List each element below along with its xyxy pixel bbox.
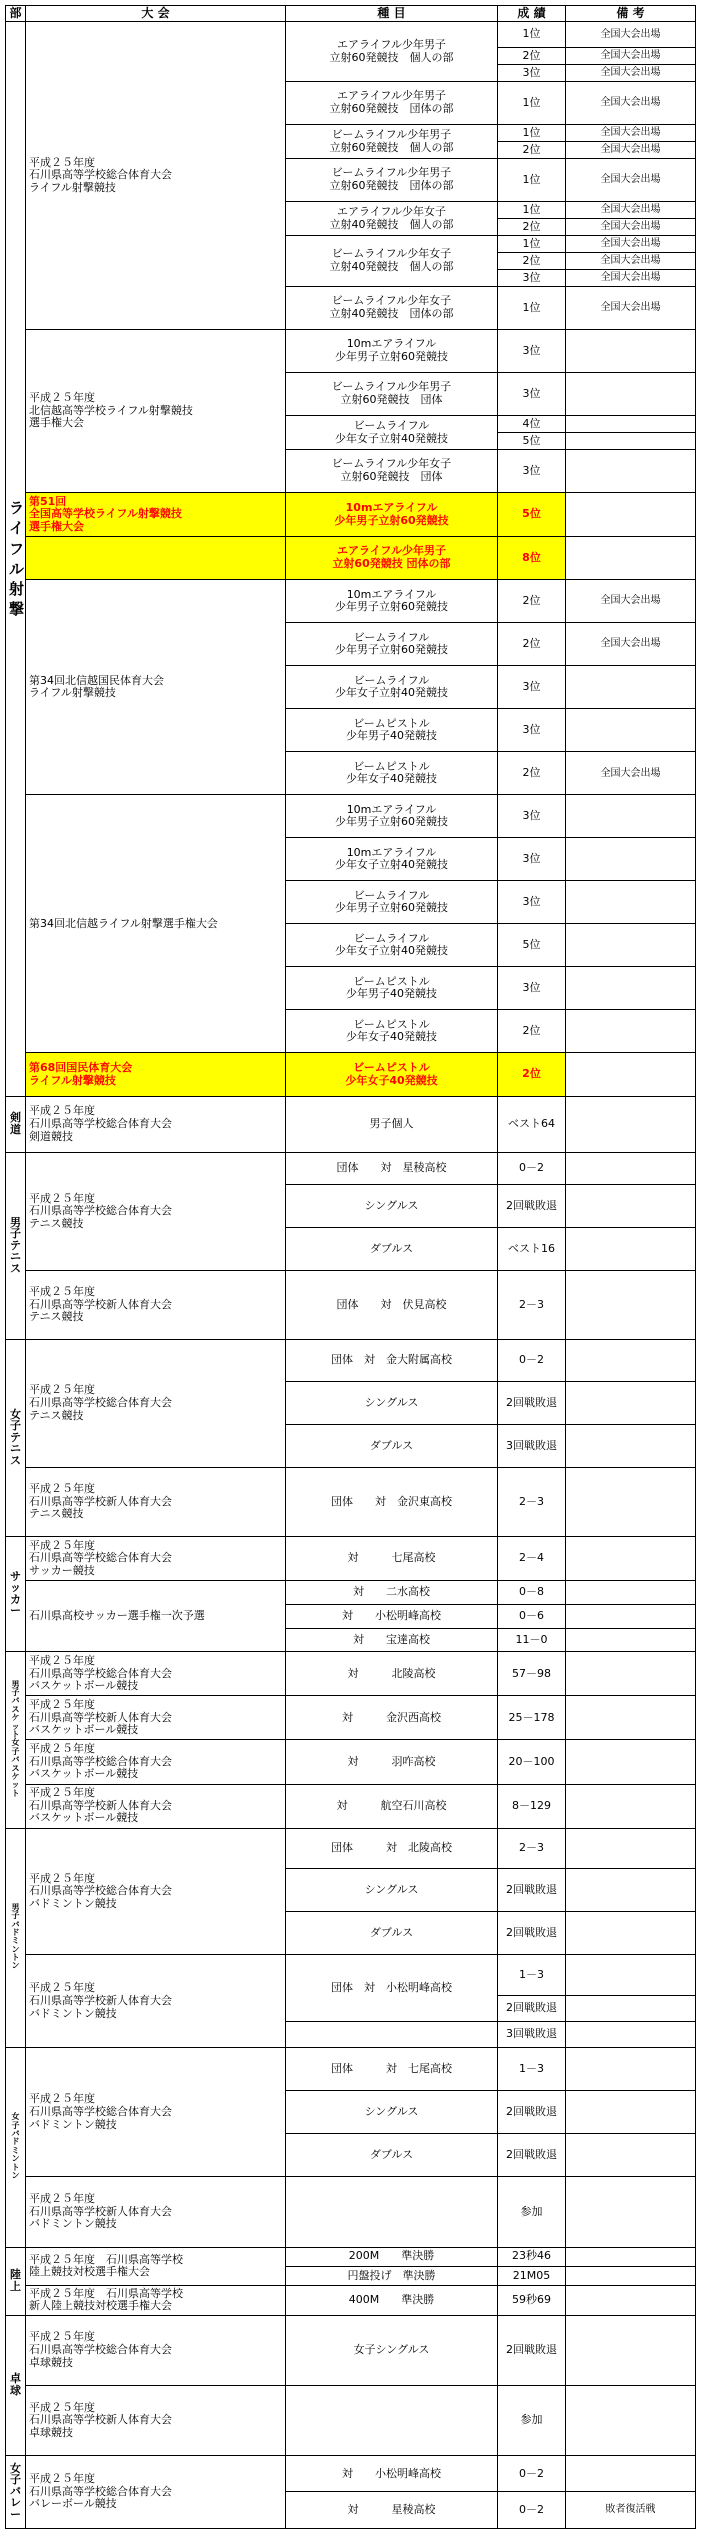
event-item: エアライフル少年男子 立射60発競技 団体の部 — [286, 82, 498, 125]
event-item: 男子個人 — [286, 1096, 498, 1153]
note-text — [566, 2266, 696, 2285]
note-text — [566, 416, 696, 433]
note-text — [566, 1153, 696, 1185]
event-item: 対 金沢西高校 — [286, 1696, 498, 1740]
note-text — [566, 1537, 696, 1581]
note-text — [566, 2022, 696, 2048]
result-value: 25－178 — [498, 1696, 566, 1740]
club-label: サ ッ カ ー — [10, 1569, 21, 1618]
table-row — [6, 1696, 696, 1740]
result-value: 2位 — [498, 1010, 566, 1053]
club-label: 男 子 バ ド ミ ン ト ン — [11, 1902, 20, 1971]
table-row — [6, 795, 696, 838]
result-value: 1位 — [498, 159, 566, 202]
event-name: 平成２５年度 石川県高等学校総合体育大会 サッカー競技 — [26, 1537, 286, 1581]
note-text — [566, 1869, 696, 1912]
event-item: 女子シングルス — [286, 2315, 498, 2385]
header-note: 備 考 — [566, 6, 696, 22]
event-item: エアライフル少年女子 立射40発競技 個人の部 — [286, 202, 498, 236]
result-value: 3位 — [498, 269, 566, 286]
result-value: 1－3 — [498, 2048, 566, 2091]
club-label: 女 子 バ ド ミ ン ト ン — [11, 2112, 20, 2180]
event-item: ダブルス — [286, 1227, 498, 1270]
note-text — [566, 1652, 696, 1696]
result-value: 2位 — [498, 48, 566, 65]
event-item: 団体 対 北陵高校 — [286, 1828, 498, 1869]
note-text: 敗者復活戦 — [566, 2492, 696, 2529]
note-text — [566, 373, 696, 416]
note-text — [566, 2386, 696, 2456]
results-sheet — [5, 5, 695, 2529]
result-value: 1位 — [498, 125, 566, 142]
club-label: 男 子 テ ニ ス — [10, 1215, 21, 1275]
note-text — [566, 1227, 696, 1270]
note-text — [566, 493, 696, 537]
result-value: 11－0 — [498, 1628, 566, 1652]
header-club: 部 — [6, 6, 26, 22]
note-text — [566, 2456, 696, 2492]
event-name: 平成２５年度 石川県高等学校総合体育大会 剣道競技 — [26, 1096, 286, 1153]
event-item — [286, 2386, 498, 2456]
results-table — [5, 5, 696, 2529]
table-row — [6, 2315, 696, 2385]
event-name: 平成２５年度 石川県高等学校総合体育大会 テニス競技 — [26, 1339, 286, 1467]
note-text — [566, 2177, 696, 2247]
club-label: 卓 球 — [10, 2372, 21, 2397]
event-item: エアライフル少年男子 立射60発競技 団体の部 — [286, 537, 498, 580]
result-value: 2位 — [498, 219, 566, 236]
note-text — [566, 1184, 696, 1227]
event-item: ビームピストル 少年男子40発競技 — [286, 709, 498, 752]
event-item — [286, 2022, 498, 2048]
table-row — [6, 2177, 696, 2247]
note-text — [566, 2247, 696, 2266]
note-text — [566, 1096, 696, 1153]
result-value: 0－8 — [498, 1581, 566, 1605]
event-item: 10mエアライフル 少年男子立射60発競技 — [286, 329, 498, 372]
note-text — [566, 1581, 696, 1605]
note-text: 全国大会出場 — [566, 580, 696, 623]
event-item: ダブルス — [286, 1424, 498, 1467]
event-item: ビームライフル 少年男子立射60発競技 — [286, 623, 498, 666]
result-value: 3位 — [498, 65, 566, 82]
result-value: 2位 — [498, 1053, 566, 1096]
table-row — [6, 1652, 696, 1696]
event-name: 第34回北信越国民体育大会 ライフル射撃競技 — [26, 580, 286, 795]
result-value: ベスト64 — [498, 1096, 566, 1153]
result-value: 3位 — [498, 329, 566, 372]
event-name: 平成２５年度 石川県高等学校新人体育大会 テニス競技 — [26, 1467, 286, 1536]
table-row — [6, 22, 696, 48]
note-text — [566, 1628, 696, 1652]
note-text: 全国大会出場 — [566, 623, 696, 666]
result-value: ベスト16 — [498, 1227, 566, 1270]
event-name: 平成２５年度 石川県高等学校総合体育大会 テニス競技 — [26, 1153, 286, 1271]
event-name: 平成２５年度 北信越高等学校ライフル射撃競技 選手権大会 — [26, 329, 286, 492]
result-value: 2位 — [498, 580, 566, 623]
table-row — [6, 2386, 696, 2456]
event-item: ダブルス — [286, 2134, 498, 2177]
event-item: ビームライフル少年女子 立射40発競技 個人の部 — [286, 236, 498, 287]
event-name: 平成２５年度 石川県高等学校総合体育大会 ライフル射撃競技 — [26, 22, 286, 330]
result-value: 1位 — [498, 202, 566, 219]
result-value: 2－3 — [498, 1828, 566, 1869]
result-value: 59秒69 — [498, 2286, 566, 2316]
event-name: 平成２５年度 石川県高等学校新人体育大会 バスケットボール競技 — [26, 1784, 286, 1828]
event-item: ダブルス — [286, 1912, 498, 1955]
note-text — [566, 1010, 696, 1053]
event-item: 対 宝達高校 — [286, 1628, 498, 1652]
note-text — [566, 329, 696, 372]
note-text — [566, 433, 696, 450]
result-value: 参加 — [498, 2177, 566, 2247]
result-value: 2回戦敗退 — [498, 1912, 566, 1955]
note-text: 全国大会出場 — [566, 202, 696, 219]
event-name: 第34回北信越ライフル射撃選手権大会 — [26, 795, 286, 1053]
note-text: 全国大会出場 — [566, 252, 696, 269]
note-text: 全国大会出場 — [566, 286, 696, 329]
note-text: 全国大会出場 — [566, 752, 696, 795]
result-value: 1位 — [498, 82, 566, 125]
note-text — [566, 1381, 696, 1424]
result-value: 3位 — [498, 795, 566, 838]
note-text — [566, 1053, 696, 1096]
club-label: 女 子 バ レ ー — [10, 2461, 21, 2521]
club-label: 剣 道 — [10, 1111, 21, 1136]
table-row — [6, 1339, 696, 1381]
note-text: 全国大会出場 — [566, 125, 696, 142]
result-value: 参加 — [498, 2386, 566, 2456]
club-cell — [6, 1537, 26, 1652]
note-text: 全国大会出場 — [566, 159, 696, 202]
result-value: 23秒46 — [498, 2247, 566, 2266]
result-value: 8－129 — [498, 1784, 566, 1828]
table-row — [6, 493, 696, 537]
table-row — [6, 1581, 696, 1605]
note-text — [566, 537, 696, 580]
event-item: 団体 対 金沢東高校 — [286, 1467, 498, 1536]
result-value: 57－98 — [498, 1652, 566, 1696]
event-item: 対 小松明峰高校 — [286, 2456, 498, 2492]
event-item: 400M 準決勝 — [286, 2286, 498, 2316]
result-value: 3位 — [498, 838, 566, 881]
event-name: 石川県高校サッカー選手権一次予選 — [26, 1581, 286, 1652]
club-label: 女 子 テ ニ ス — [10, 1407, 21, 1467]
event-item: ビームピストル 少年女子40発競技 — [286, 1053, 498, 1096]
table-row — [6, 537, 696, 580]
result-value: 5位 — [498, 924, 566, 967]
header-row — [6, 6, 696, 22]
club-label: 陸 上 — [10, 2268, 21, 2293]
event-item: 対 星稜高校 — [286, 2492, 498, 2529]
club-cell — [6, 22, 26, 1097]
result-value: 1－3 — [498, 1955, 566, 1996]
result-value: 2回戦敗退 — [498, 1184, 566, 1227]
result-value: 3位 — [498, 709, 566, 752]
club-cell — [6, 2048, 26, 2247]
event-name — [26, 537, 286, 580]
event-name: 平成２５年度 石川県高等学校 新人陸上競技対校選手権大会 — [26, 2286, 286, 2316]
result-value: 2－3 — [498, 1467, 566, 1536]
event-name: 平成２５年度 石川県高等学校総合体育大会 バレーボール競技 — [26, 2456, 286, 2529]
event-item: 対 羽咋高校 — [286, 1740, 498, 1784]
table-row — [6, 1955, 696, 1996]
event-name: 平成２５年度 石川県高等学校総合体育大会 バスケットボール競技 — [26, 1740, 286, 1784]
event-name: 平成２５年度 石川県高等学校 陸上競技対校選手権大会 — [26, 2247, 286, 2286]
note-text: 全国大会出場 — [566, 82, 696, 125]
event-name: 平成２５年度 石川県高等学校新人体育大会 テニス競技 — [26, 1270, 286, 1339]
result-value: 1位 — [498, 236, 566, 253]
note-text: 全国大会出場 — [566, 142, 696, 159]
result-value: 3位 — [498, 666, 566, 709]
table-row — [6, 580, 696, 623]
result-value: 0－2 — [498, 1153, 566, 1185]
result-value: 0－6 — [498, 1604, 566, 1628]
event-item: シングルス — [286, 1381, 498, 1424]
result-value: 1位 — [498, 22, 566, 48]
club-cell — [6, 2247, 26, 2315]
result-value: 2位 — [498, 252, 566, 269]
result-value: 2回戦敗退 — [498, 2091, 566, 2134]
event-item: シングルス — [286, 2091, 498, 2134]
header-event: 大 会 — [26, 6, 286, 22]
result-value: 3位 — [498, 967, 566, 1010]
result-value: 3位 — [498, 881, 566, 924]
result-value: 1位 — [498, 286, 566, 329]
event-item: ビームライフル少年女子 立射60発競技 団体 — [286, 450, 498, 493]
event-item: 対 七尾高校 — [286, 1537, 498, 1581]
result-value: 5位 — [498, 433, 566, 450]
event-item: 団体 対 金大附属高校 — [286, 1339, 498, 1381]
result-value: 2回戦敗退 — [498, 1869, 566, 1912]
note-text: 全国大会出場 — [566, 236, 696, 253]
result-value: 3回戦敗退 — [498, 1424, 566, 1467]
result-value: 21M05 — [498, 2266, 566, 2285]
event-name: 平成２５年度 石川県高等学校新人体育大会 バスケットボール競技 — [26, 1696, 286, 1740]
result-value: 2位 — [498, 142, 566, 159]
event-item: 円盤投げ 準決勝 — [286, 2266, 498, 2285]
result-value: 8位 — [498, 537, 566, 580]
event-item: 10mエアライフル 少年女子立射40発競技 — [286, 838, 498, 881]
result-value: 2回戦敗退 — [498, 1996, 566, 2022]
event-name: 第68回国民体育大会 ライフル射撃競技 — [26, 1053, 286, 1096]
note-text — [566, 666, 696, 709]
event-item: ビームライフル少年男子 立射60発競技 団体 — [286, 373, 498, 416]
club-label: 男 子 バ ス ケ ッ ト 女 子 バ ス ケ ッ ト — [11, 1679, 20, 1798]
event-name: 平成２５年度 石川県高等学校総合体育大会 バドミントン競技 — [26, 2048, 286, 2177]
table-row — [6, 1467, 696, 1536]
note-text — [566, 1996, 696, 2022]
note-text — [566, 1828, 696, 1869]
event-name: 平成２５年度 石川県高等学校総合体育大会 卓球競技 — [26, 2315, 286, 2385]
note-text — [566, 838, 696, 881]
table-row — [6, 1270, 696, 1339]
note-text — [566, 2048, 696, 2091]
event-item: 10mエアライフル 少年男子立射60発競技 — [286, 795, 498, 838]
event-item: 団体 対 七尾高校 — [286, 2048, 498, 2091]
result-value: 2回戦敗退 — [498, 1381, 566, 1424]
event-item: ビームライフル少年女子 立射40発競技 団体の部 — [286, 286, 498, 329]
note-text — [566, 2091, 696, 2134]
note-text: 全国大会出場 — [566, 22, 696, 48]
result-value: 3位 — [498, 373, 566, 416]
event-name: 第51回 全国高等学校ライフル射撃競技 選手権大会 — [26, 493, 286, 537]
event-item: シングルス — [286, 1869, 498, 1912]
event-item: ビームライフル少年男子 立射60発競技 団体の部 — [286, 159, 498, 202]
result-value: 20－100 — [498, 1740, 566, 1784]
note-text — [566, 1424, 696, 1467]
note-text — [566, 924, 696, 967]
event-item: エアライフル少年男子 立射60発競技 個人の部 — [286, 22, 498, 82]
note-text — [566, 2134, 696, 2177]
result-value: 2－4 — [498, 1537, 566, 1581]
table-row — [6, 1537, 696, 1581]
table-row — [6, 1828, 696, 1869]
table-row — [6, 329, 696, 372]
table-row — [6, 2456, 696, 2492]
club-cell — [6, 2315, 26, 2455]
event-name: 平成２５年度 石川県高等学校総合体育大会 バドミントン競技 — [26, 1828, 286, 1955]
result-value: 0－2 — [498, 2492, 566, 2529]
table-row — [6, 2247, 696, 2266]
table-row — [6, 1740, 696, 1784]
note-text — [566, 795, 696, 838]
note-text — [566, 709, 696, 752]
note-text — [566, 1270, 696, 1339]
note-text — [566, 1740, 696, 1784]
event-item: ビームライフル少年男子 立射60発競技 個人の部 — [286, 125, 498, 159]
result-value: 4位 — [498, 416, 566, 433]
event-item: 10mエアライフル 少年男子立射60発競技 — [286, 493, 498, 537]
note-text — [566, 1784, 696, 1828]
result-value: 3回戦敗退 — [498, 2022, 566, 2048]
note-text — [566, 1467, 696, 1536]
event-item: シングルス — [286, 1184, 498, 1227]
note-text: 全国大会出場 — [566, 48, 696, 65]
event-name: 平成２５年度 石川県高等学校総合体育大会 バスケットボール競技 — [26, 1652, 286, 1696]
note-text — [566, 1339, 696, 1381]
note-text — [566, 967, 696, 1010]
table-row — [6, 2048, 696, 2091]
event-item: 対 航空石川高校 — [286, 1784, 498, 1828]
club-cell — [6, 1828, 26, 2048]
event-item: ビームライフル 少年女子立射40発競技 — [286, 416, 498, 450]
result-value: 2位 — [498, 623, 566, 666]
event-item: ビームピストル 少年女子40発競技 — [286, 752, 498, 795]
event-name: 平成２５年度 石川県高等学校新人体育大会 バドミントン競技 — [26, 2177, 286, 2247]
result-value: 2位 — [498, 752, 566, 795]
event-item: 200M 準決勝 — [286, 2247, 498, 2266]
event-item: 団体 対 伏見高校 — [286, 1270, 498, 1339]
club-cell — [6, 1153, 26, 1340]
note-text — [566, 1912, 696, 1955]
result-value: 2回戦敗退 — [498, 2315, 566, 2385]
event-item: ビームライフル 少年女子立射40発競技 — [286, 924, 498, 967]
club-cell — [6, 2456, 26, 2529]
result-value: 2－3 — [498, 1270, 566, 1339]
club-cell — [6, 1339, 26, 1536]
event-item: 対 二水高校 — [286, 1581, 498, 1605]
club-cell — [6, 1652, 26, 1828]
event-item: ビームライフル 少年女子立射40発競技 — [286, 666, 498, 709]
result-value: 2回戦敗退 — [498, 2134, 566, 2177]
table-row — [6, 1096, 696, 1153]
event-item: ビームピストル 少年男子40発競技 — [286, 967, 498, 1010]
result-value: 0－2 — [498, 1339, 566, 1381]
header-result: 成 績 — [498, 6, 566, 22]
event-name: 平成２５年度 石川県高等学校新人体育大会 バドミントン競技 — [26, 1955, 286, 2048]
note-text — [566, 2315, 696, 2385]
event-item: 対 北陵高校 — [286, 1652, 498, 1696]
table-row — [6, 1784, 696, 1828]
note-text — [566, 1696, 696, 1740]
note-text — [566, 1604, 696, 1628]
header-item: 種 目 — [286, 6, 498, 22]
club-cell — [6, 1096, 26, 1153]
note-text — [566, 450, 696, 493]
note-text: 全国大会出場 — [566, 65, 696, 82]
table-row — [6, 2286, 696, 2316]
event-item: ビームライフル 少年男子立射60発競技 — [286, 881, 498, 924]
note-text — [566, 2286, 696, 2316]
event-item: 団体 対 星稜高校 — [286, 1153, 498, 1185]
event-name: 平成２５年度 石川県高等学校新人体育大会 卓球競技 — [26, 2386, 286, 2456]
result-value: 3位 — [498, 450, 566, 493]
note-text — [566, 881, 696, 924]
event-item: ビームピストル 少年女子40発競技 — [286, 1010, 498, 1053]
result-value: 0－2 — [498, 2456, 566, 2492]
note-text: 全国大会出場 — [566, 269, 696, 286]
event-item — [286, 2177, 498, 2247]
table-row — [6, 1053, 696, 1096]
event-item: 団体 対 小松明峰高校 — [286, 1955, 498, 2022]
club-label: ラ イ フ ル 射 撃 — [9, 499, 25, 619]
note-text — [566, 1955, 696, 1996]
note-text: 全国大会出場 — [566, 219, 696, 236]
event-item: 10mエアライフル 少年男子立射60発競技 — [286, 580, 498, 623]
event-item: 対 小松明峰高校 — [286, 1604, 498, 1628]
table-row — [6, 1153, 696, 1185]
result-value: 5位 — [498, 493, 566, 537]
